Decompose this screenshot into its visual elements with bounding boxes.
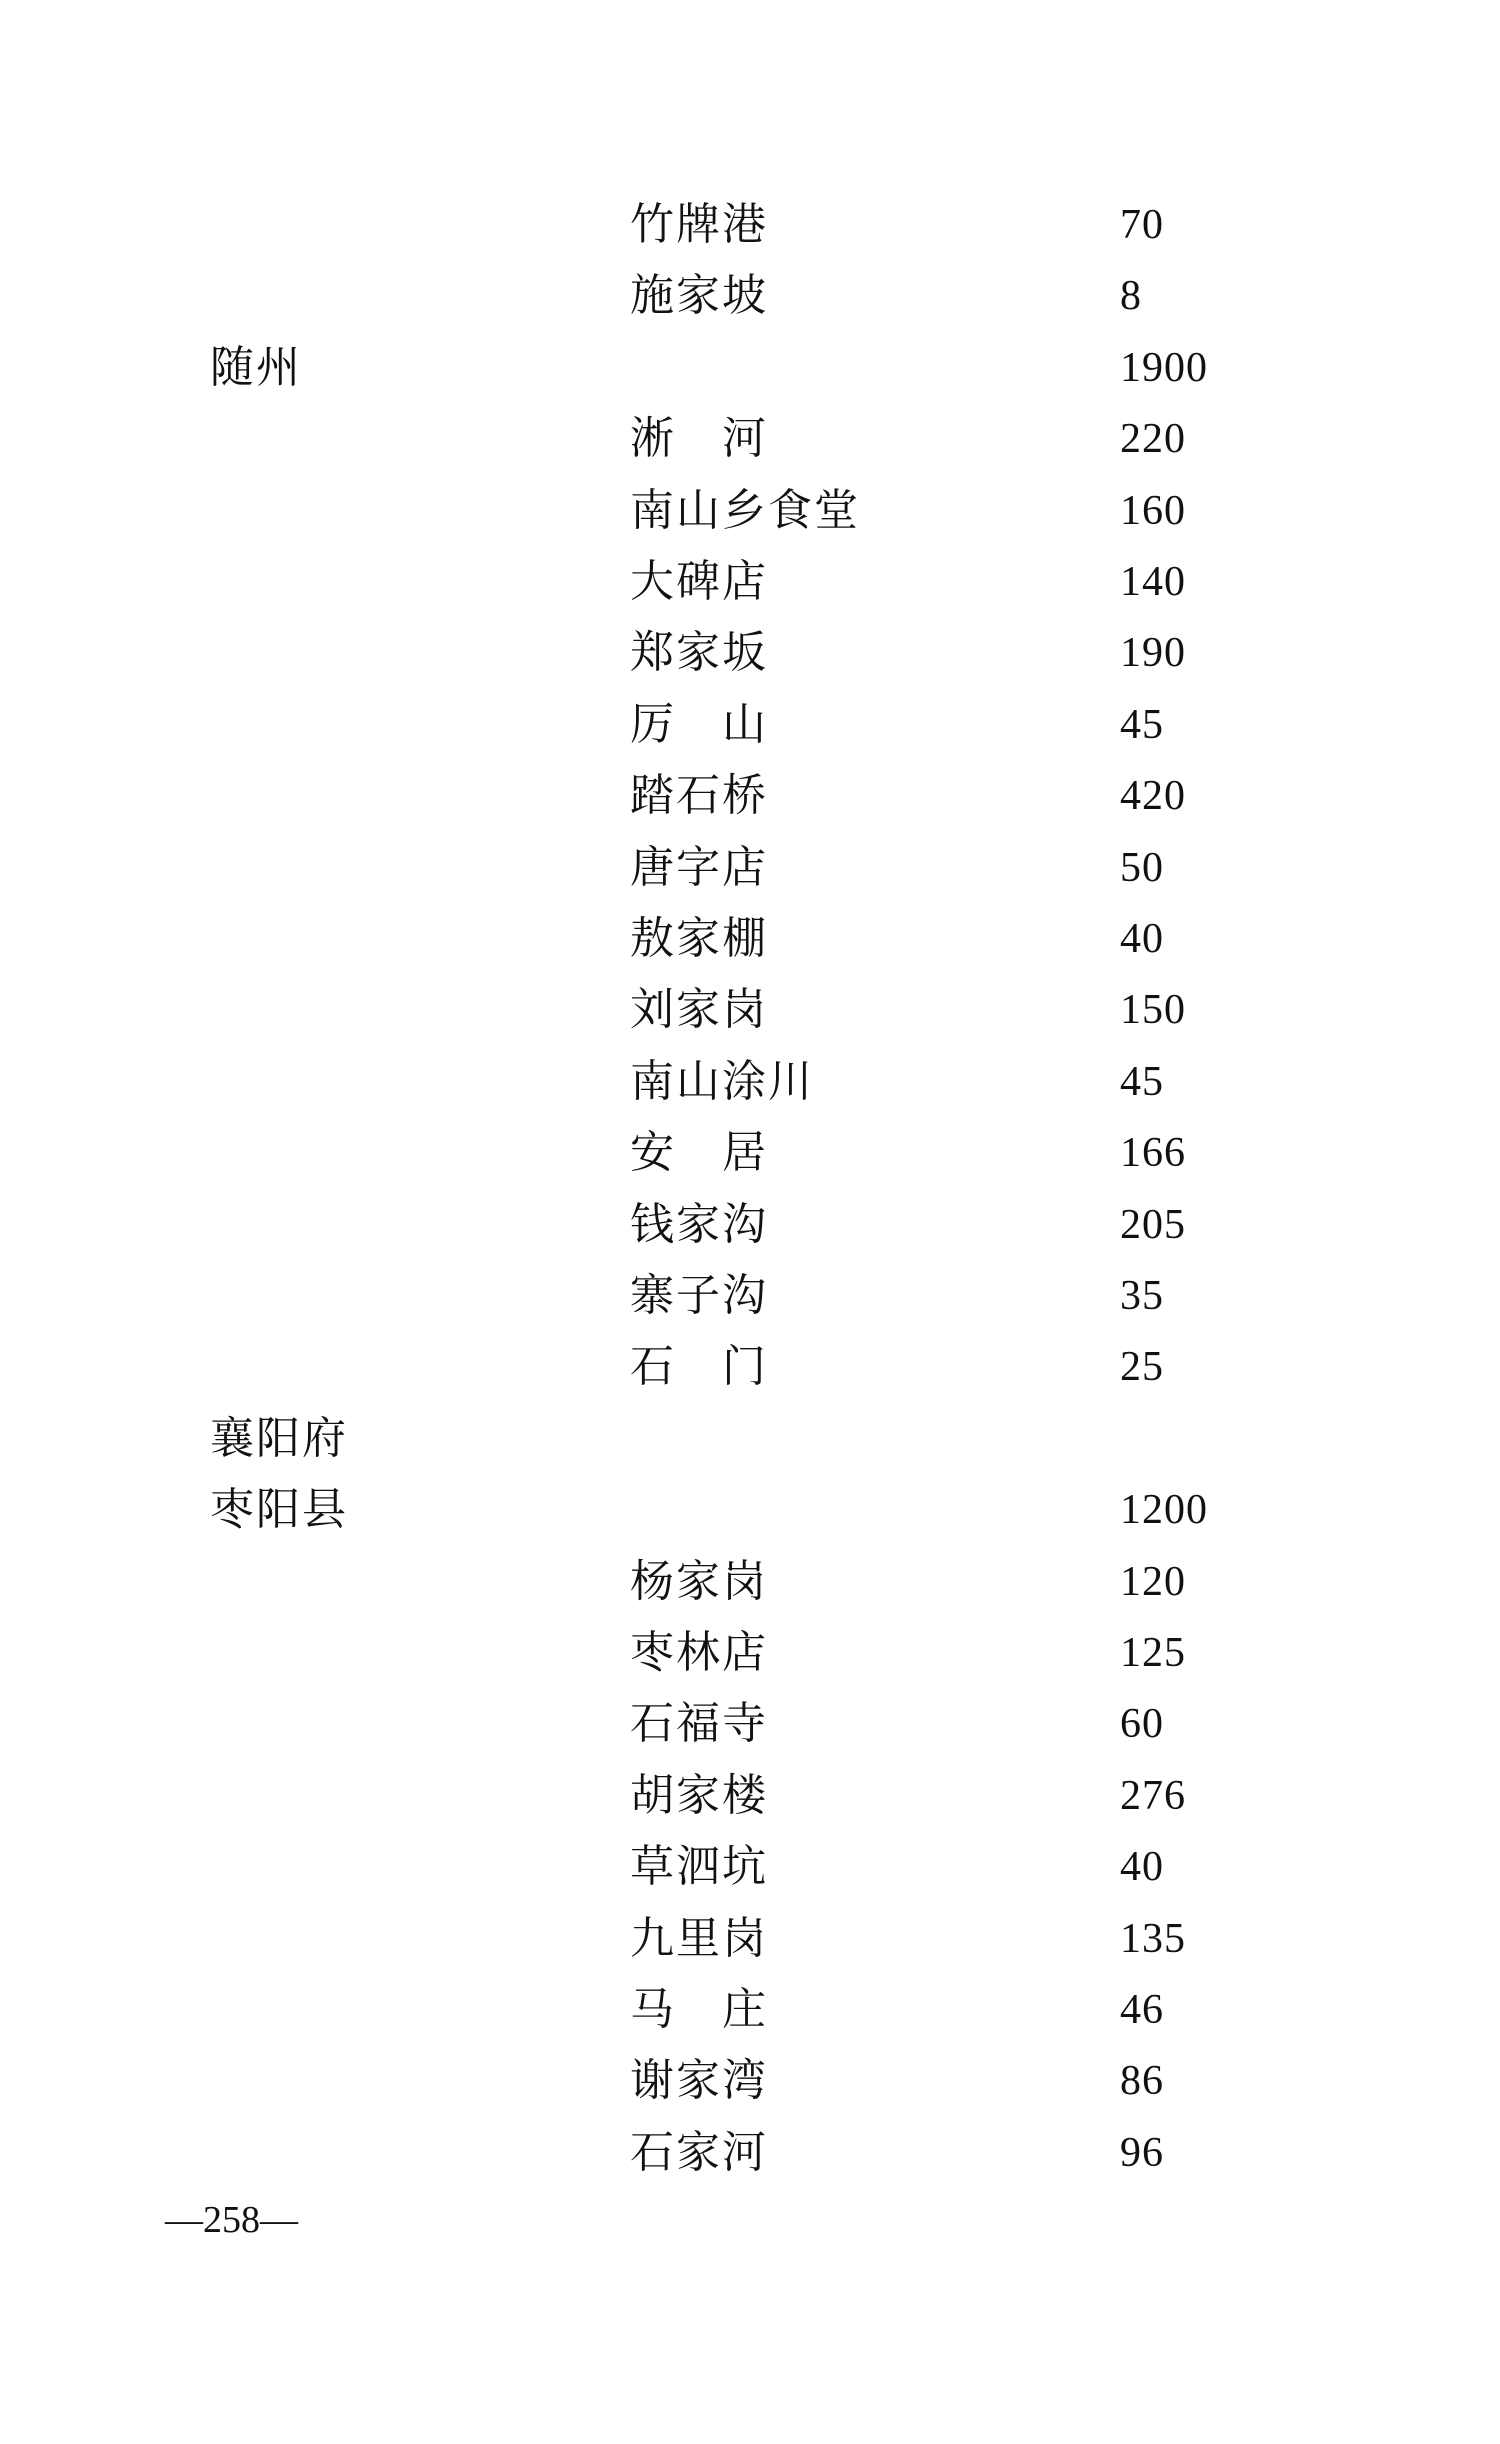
place-name: 南山涂川 <box>630 1055 814 1107</box>
table-row <box>0 1409 1500 1469</box>
table-row <box>0 1552 1500 1612</box>
place-name: 石家河 <box>630 2126 768 2178</box>
table-row <box>0 1337 1500 1397</box>
row-value: 96 <box>1120 2129 1164 2176</box>
place-name: 九里岗 <box>630 1912 768 1964</box>
table-row <box>0 338 1500 398</box>
row-value: 8 <box>1120 273 1142 320</box>
row-value: 70 <box>1120 202 1164 248</box>
row-value: 420 <box>1120 773 1186 820</box>
table-row <box>0 980 1500 1040</box>
row-value: 1200 <box>1120 1487 1208 1534</box>
place-name: 钱家沟 <box>630 1198 768 1250</box>
table-row <box>0 1980 1500 2040</box>
row-value: 50 <box>1120 844 1164 891</box>
table-row <box>0 1052 1500 1112</box>
place-name: 石 门 <box>630 1341 768 1393</box>
place-name: 安 居 <box>630 1127 768 1179</box>
row-value: 166 <box>1120 1130 1186 1177</box>
row-value: 40 <box>1120 916 1164 962</box>
table-row <box>0 1766 1500 1826</box>
row-value: 86 <box>1120 2058 1164 2105</box>
place-name: 胡家楼 <box>630 1769 768 1821</box>
row-value: 140 <box>1120 559 1186 605</box>
row-value: 1900 <box>1120 344 1208 391</box>
place-name: 石福寺 <box>630 1698 768 1750</box>
row-value: 205 <box>1120 1201 1186 1248</box>
place-name: 寨子沟 <box>630 1270 768 1321</box>
row-value: 276 <box>1120 1772 1186 1819</box>
table-row <box>0 838 1500 898</box>
place-name: 厉 山 <box>630 698 768 750</box>
table-row <box>0 1623 1500 1683</box>
row-value: 150 <box>1120 987 1186 1034</box>
place-name: 大碑店 <box>630 556 768 607</box>
row-value: 45 <box>1120 701 1164 748</box>
table-row <box>0 409 1500 469</box>
table-row <box>0 695 1500 755</box>
row-value: 35 <box>1120 1273 1164 1319</box>
place-name: 南山乡食堂 <box>630 484 860 536</box>
row-value: 25 <box>1120 1344 1164 1391</box>
table-row <box>0 1266 1500 1326</box>
row-value: 125 <box>1120 1630 1186 1676</box>
place-name: 郑家坂 <box>630 627 768 679</box>
row-value: 60 <box>1120 1701 1164 1748</box>
table-row <box>0 552 1500 612</box>
page-number: —258— <box>165 2199 298 2241</box>
table-row <box>0 2051 1500 2111</box>
table-row <box>0 1480 1500 1540</box>
table-row <box>0 2123 1500 2183</box>
place-name: 敖家棚 <box>630 913 768 964</box>
table-row <box>0 266 1500 326</box>
table-row <box>0 766 1500 826</box>
county-name: 襄阳府 <box>210 1412 348 1464</box>
place-name: 施家坡 <box>630 270 768 322</box>
table-row <box>0 481 1500 541</box>
row-value: 40 <box>1120 1844 1164 1891</box>
place-name: 竹牌港 <box>630 199 768 250</box>
place-name: 刘家岗 <box>630 984 768 1036</box>
row-value: 190 <box>1120 630 1186 677</box>
county-name: 随州 <box>210 341 302 393</box>
table-row <box>0 1195 1500 1255</box>
row-value: 160 <box>1120 487 1186 534</box>
row-value: 120 <box>1120 1558 1186 1605</box>
row-value: 45 <box>1120 1058 1164 1105</box>
table-row <box>0 909 1500 969</box>
place-name: 枣林店 <box>630 1627 768 1678</box>
place-name: 谢家湾 <box>630 2055 768 2107</box>
row-value: 135 <box>1120 1915 1186 1962</box>
table-row <box>0 1837 1500 1897</box>
place-name: 淅 河 <box>630 413 768 465</box>
table-row <box>0 1694 1500 1754</box>
place-name: 马 庄 <box>630 1984 768 2035</box>
place-name: 踏石桥 <box>630 770 768 822</box>
place-name: 草泗坑 <box>630 1841 768 1893</box>
row-value: 220 <box>1120 416 1186 463</box>
table-row <box>0 623 1500 683</box>
row-value: 46 <box>1120 1987 1164 2033</box>
table-row <box>0 1909 1500 1969</box>
table-row <box>0 1123 1500 1183</box>
place-name: 杨家岗 <box>630 1555 768 1607</box>
table-row <box>0 195 1500 255</box>
county-name: 枣阳县 <box>210 1484 348 1536</box>
place-name: 唐字店 <box>630 841 768 893</box>
